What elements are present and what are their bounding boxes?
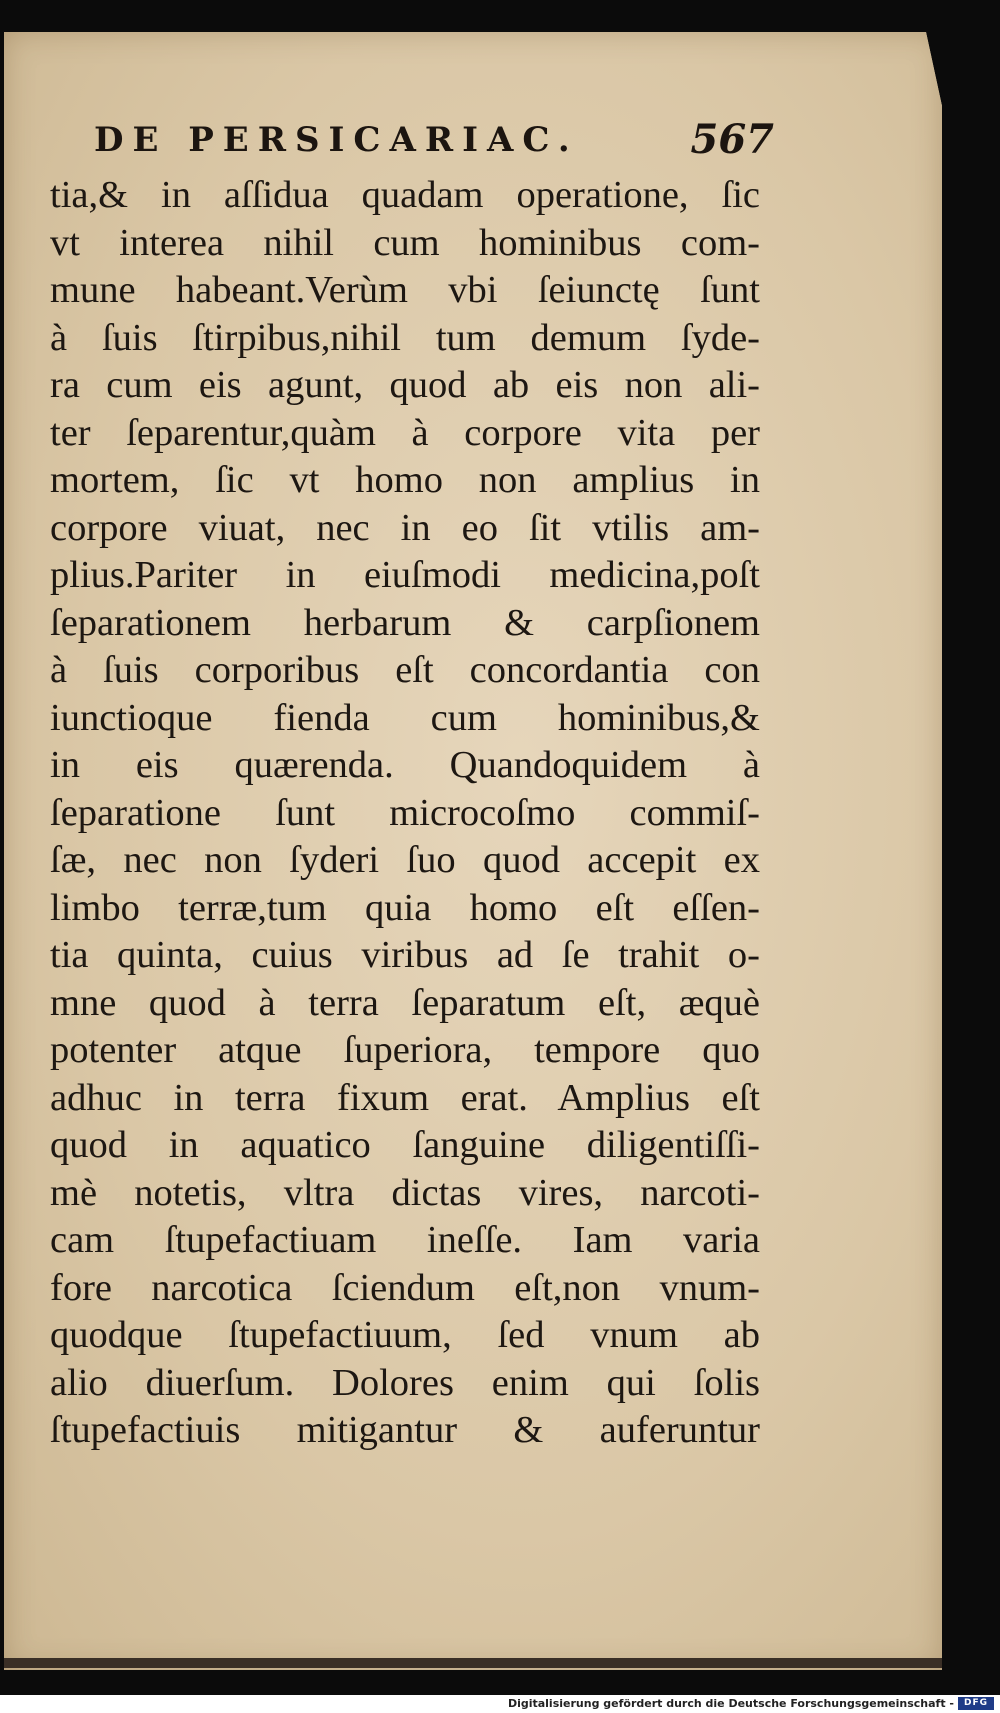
text-line: ſtupefactiuis mitigantur & auferuntur bbox=[50, 1409, 760, 1451]
text-line: quodque ſtupefactiuum, ſed vnum ab bbox=[50, 1314, 760, 1356]
text-line: ra cum eis agunt, quod ab eis non ali- bbox=[50, 364, 760, 406]
text-line: à ſuis corporibus eſt concordantia con bbox=[50, 649, 760, 691]
page-edge bbox=[4, 1658, 942, 1668]
text-line: vt interea nihil cum hominibus com- bbox=[50, 221, 760, 264]
text-line: ter ſeparentur,quàm à corpore vita per bbox=[50, 411, 760, 454]
text-line: mune habeant.Verùm vbi ſeiunctę ſunt bbox=[50, 269, 760, 311]
text-line: mè notetis, vltra dictas vires, narcoti- bbox=[50, 1171, 760, 1214]
text-line: iunctioque fienda cum hominibus,& bbox=[50, 696, 760, 739]
text-line: cam ſtupefactiuam ineſſe. Iam varia bbox=[50, 1219, 760, 1261]
text-line: à ſuis ſtirpibus,nihil tum demum ſyde- bbox=[50, 316, 760, 359]
text-line: potenter atque ſuperiora, tempore quo bbox=[50, 1029, 760, 1071]
text-line: ſeparatione ſunt microcoſmo commiſ- bbox=[50, 791, 760, 834]
text-line: alio diuerſum. Dolores enim qui ſolis bbox=[50, 1361, 760, 1404]
text-line: ſeparationem herbarum & carpſionem bbox=[50, 601, 760, 644]
body-text bbox=[50, 172, 760, 1455]
running-head: DE PERSICARIAC. bbox=[94, 120, 579, 160]
text-line: plius.Pariter in eiuſmodi medicina,poſt bbox=[50, 554, 760, 596]
page-header bbox=[94, 116, 774, 172]
text-line: limbo terræ,tum quia homo eſt eſſen- bbox=[50, 886, 760, 929]
page-number: 567 bbox=[690, 116, 774, 163]
dfg-logo: DFG bbox=[958, 1697, 994, 1710]
text-line: quod in aquatico ſanguine diligentiſſi- bbox=[50, 1124, 760, 1166]
text-line: adhuc in terra fixum erat. Amplius eſt bbox=[50, 1076, 760, 1119]
text-line: mne quod à terra ſeparatum eſt, æquè bbox=[50, 981, 760, 1024]
text-line: tia quinta, cuius viribus ad ſe trahit o- bbox=[50, 934, 760, 976]
text-line: fore narcotica ſciendum eſt,non vnum- bbox=[50, 1266, 760, 1309]
text-line: tia,& in aſſidua quadam operatione, ſic bbox=[50, 174, 760, 216]
digitization-credit: Digitalisierung gefördert durch die Deutsche Forschungsgemeinschaft - bbox=[507, 1697, 954, 1710]
text-line: ſæ, nec non ſyderi ſuo quod accepit ex bbox=[50, 839, 760, 881]
text-line: in eis quærenda. Quandoquidem à bbox=[50, 744, 760, 786]
text-line: corpore viuat, nec in eo ſit vtilis am- bbox=[50, 506, 760, 549]
text-line: mortem, ſic vt homo non amplius in bbox=[50, 459, 760, 501]
